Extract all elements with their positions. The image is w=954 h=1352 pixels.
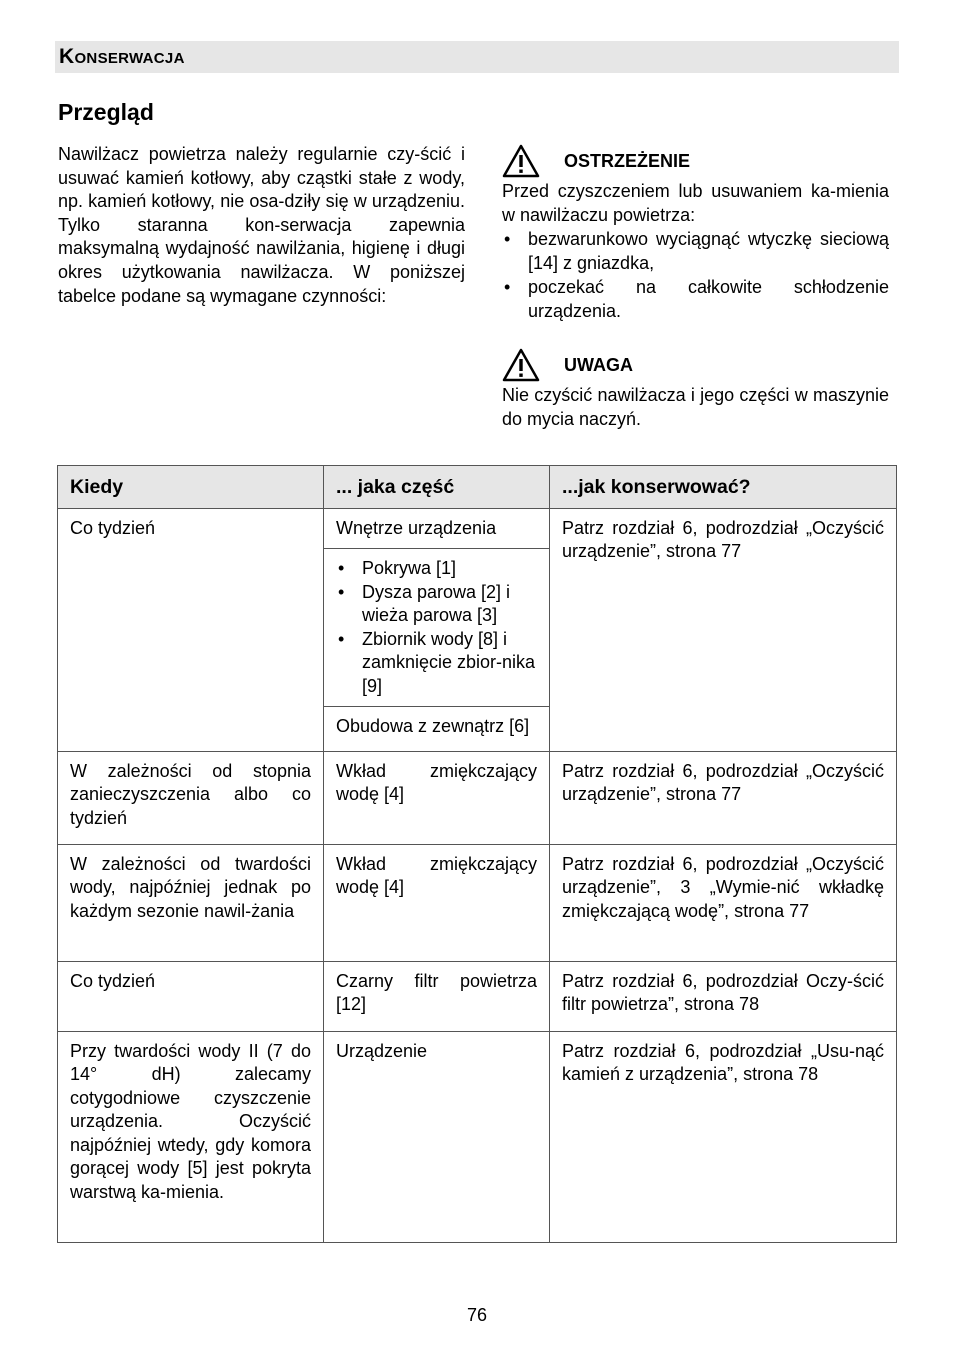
cell-how: Patrz rozdział 6, podrozdział „Usu-nąć kamień z urządzenia”, strona 78 (550, 1031, 897, 1242)
table-row (58, 844, 897, 961)
part-block: Wnętrze urządzenia (324, 509, 549, 550)
warning-list (502, 227, 889, 323)
table-row (58, 1031, 897, 1242)
intro-paragraph: Nawilżacz powietrza należy regularnie czy-ścić i usuwać kamień kotłowy, aby cząstki stałe z wody, np. kamień kotłowy, nie osa-dziły się w urządzeniu. Tylko staranna kon-serwacja zapewnia maksymalną wydajność nawilżania, higienę i długi okres użytkowania nawilżacza. W poniższej tabelce podane są wymagane czynności: (58, 144, 465, 306)
warning-triangle-icon (502, 144, 540, 178)
warning-text: Przed czyszczeniem lub usuwaniem ka-mienia w nawilżaczu powietrza: (502, 181, 889, 225)
table-row (58, 961, 897, 1031)
part-block: Obudowa z zewnątrz [6] (336, 716, 530, 736)
caution-label: UWAGA (564, 355, 633, 375)
page-number: 76 (466, 1305, 488, 1325)
warning-item: • poczekać na całkowite schłodzenie urządzenia. (502, 275, 889, 323)
caution-text: Nie czyścić nawilżacza i jego części w maszynie do mycia naczyń. (502, 385, 889, 429)
cell-when: W zależności od twardości wody, najpóźniej jednak po każdym sezonie nawil-żania (58, 844, 324, 961)
cell-when: W zależności od stopnia zanieczyszczenia albo co tydzień (58, 751, 324, 844)
warning-item: • bezwarunkowo wyciągnąć wtyczkę sieciową [14] z gniazdka, (502, 227, 889, 275)
cell-part: Urządzenie (324, 1031, 550, 1242)
cell-when: Co tydzień (58, 508, 324, 751)
cell-part: Czarny filtr powietrza [12] (324, 961, 550, 1031)
warning-notice (502, 143, 889, 323)
column-header-how: ...jak konserwować? (550, 466, 897, 509)
cell-how: Patrz rozdział 6, podrozdział „Oczyścić urządzenie”, 3 „Wymie-nić wkładkę zmiękczającą wodę”, strona 77 (550, 844, 897, 961)
section-title: Konserwacja (59, 45, 185, 68)
cell-part: Wkład zmiękczający wodę [4] (324, 751, 550, 844)
column-header-part: ... jaka część (324, 466, 550, 509)
cell-part: Wkład zmiękczający wodę [4] (324, 844, 550, 961)
warning-label: OSTRZEŻENIE (564, 151, 691, 171)
page-heading: Przegląd (58, 99, 154, 125)
section-header-bar (55, 41, 899, 73)
part-item: • Zbiornik wody [8] i zamknięcie zbior-nika [9] (336, 628, 537, 699)
column-header-when: Kiedy (58, 466, 324, 509)
cell-how: Patrz rozdział 6, podrozdział „Oczyścić urządzenie”, strona 77 (550, 508, 897, 751)
cell-how: Patrz rozdział 6, podrozdział Oczy-ścić filtr powietrza”, strona 78 (550, 961, 897, 1031)
table-header-row (58, 466, 897, 509)
table-row (58, 508, 897, 751)
warning-triangle-icon (502, 348, 540, 382)
part-item: • Dysza parowa [2] i wieża parowa [3] (336, 581, 537, 628)
part-block-list (324, 549, 549, 707)
maintenance-table (57, 465, 897, 1243)
cell-when: Przy twardości wody II (7 do 14° dH) zalecamy cotygodniowe czyszczenie urządzenia. Oczyścić najpóźniej wtedy, gdy komora gorącej wody [5] jest pokryta warstwą ka-mienia. (58, 1031, 324, 1242)
caution-notice (502, 347, 889, 431)
cell-when: Co tydzień (58, 961, 324, 1031)
table-row (58, 751, 897, 844)
cell-part (324, 508, 550, 751)
cell-how: Patrz rozdział 6, podrozdział „Oczyścić urządzenie”, strona 77 (550, 751, 897, 844)
part-item: • Pokrywa [1] (336, 557, 537, 581)
